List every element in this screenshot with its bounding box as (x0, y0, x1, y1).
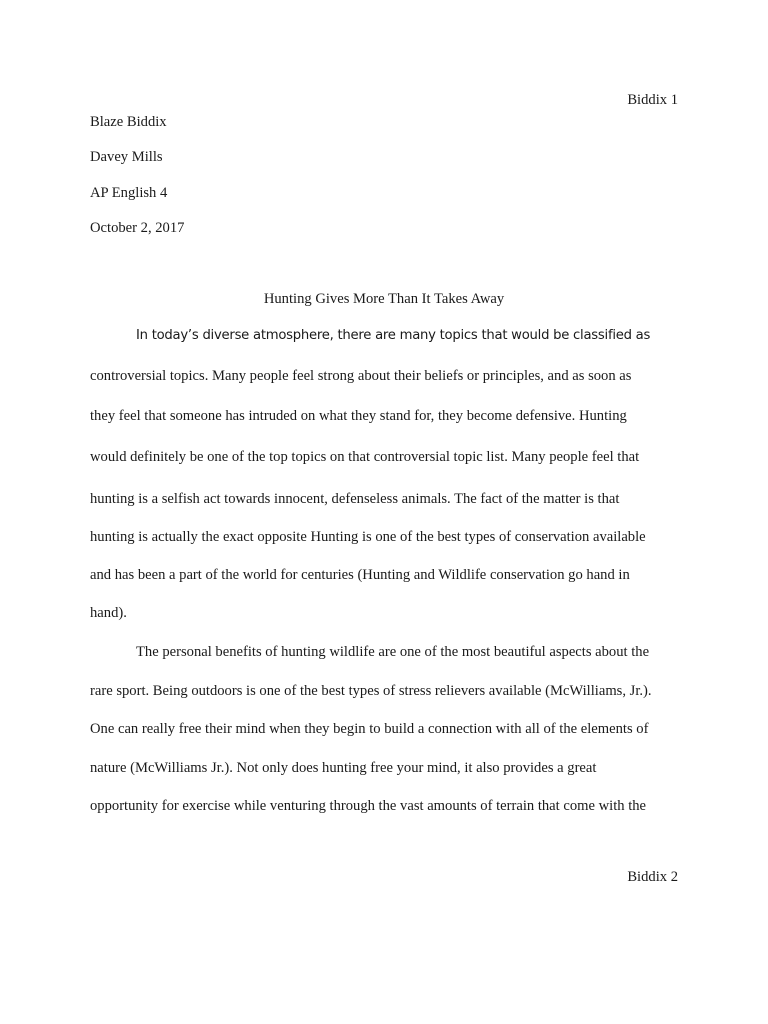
paragraph-1-line: they feel that someone has intruded on what they stand for, they become defensive. Hunting (90, 408, 627, 424)
paragraph-1-line: In today’s diverse atmosphere, there are many topics that would be classified as (136, 328, 651, 343)
paragraph-1-line: hunting is a selfish act towards innocent, defenseless animals. The fact of the matter is that (90, 491, 620, 507)
course-name: AP English 4 (90, 185, 168, 201)
page-header-biddix-1: Biddix 1 (627, 92, 678, 108)
essay-title: Hunting Gives More Than It Takes Away (263, 291, 505, 307)
paragraph-2-line: rare sport. Being outdoors is one of the best types of stress relievers available (McWilliams, Jr.). (90, 683, 652, 699)
paragraph-2-line: One can really free their mind when they begin to build a connection with all of the elements of (90, 721, 649, 737)
paragraph-2-line: nature (McWilliams Jr.). Not only does hunting free your mind, it also provides a great (90, 760, 597, 776)
paragraph-2-line: opportunity for exercise while venturing through the vast amounts of terrain that come with the (90, 798, 647, 814)
page-header-biddix-2: Biddix 2 (627, 869, 678, 885)
paragraph-1-line: hunting is actually the exact opposite Hunting is one of the best types of conservation available (90, 529, 646, 545)
paragraph-1-line: controversial topics. Many people feel strong about their beliefs or principles, and as soon as (90, 368, 632, 384)
paragraph-1-line: and has been a part of the world for centuries (Hunting and Wildlife conservation go hand in (90, 567, 630, 583)
paragraph-2-line: The personal benefits of hunting wildlife are one of the most beautiful aspects about the (136, 644, 650, 660)
essay-date: October 2, 2017 (90, 220, 185, 236)
teacher-name: Davey Mills (90, 149, 163, 165)
author-name: Blaze Biddix (90, 114, 167, 130)
paragraph-1-line: hand). (90, 605, 127, 621)
paragraph-1-line: would definitely be one of the top topics on that controversial topic list. Many people feel that (90, 449, 640, 465)
